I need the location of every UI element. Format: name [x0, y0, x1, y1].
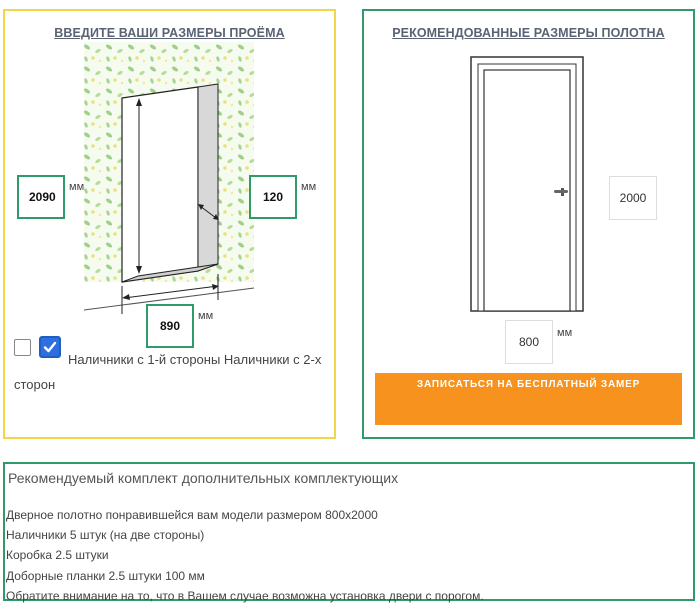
recommended-kit-list	[6, 505, 484, 603]
door-width-value: 800	[518, 335, 540, 349]
door-height-field[interactable]	[609, 176, 657, 220]
recommended-kit-title: Рекомендуемый комплект дополнительных комплектующих	[8, 470, 399, 486]
opening-depth-value: 120	[262, 190, 284, 204]
list-item: Дверное полотно понравившейся вам модели размером 800х2000	[6, 508, 378, 522]
list-item: Обратите внимание на то, что в Вашем случае возможна установка двери с порогом.	[6, 588, 484, 603]
door-width-unit: мм	[557, 327, 573, 339]
opening-width-input[interactable]	[146, 304, 194, 348]
opening-depth-input[interactable]	[249, 175, 297, 219]
opening-width-unit: мм	[198, 310, 214, 322]
opening-illustration	[82, 42, 258, 322]
casing-options-label: Наличники с 1-й стороны Наличники с 2-х сторон	[14, 352, 322, 392]
door-illustration	[470, 56, 584, 312]
list-item: Доборные планки 2.5 штуки 100 мм	[6, 568, 205, 583]
list-item: Коробка 2.5 штуки	[6, 548, 109, 563]
opening-width-value: 890	[159, 319, 181, 333]
recommended-size-title: РЕКОМЕНДОВАННЫЕ РАЗМЕРЫ ПОЛОТНА	[392, 26, 665, 40]
recommended-kit-panel	[3, 462, 695, 601]
list-item: Наличники 5 штук (на две стороны)	[6, 528, 205, 543]
opening-height-input[interactable]	[17, 175, 65, 219]
opening-height-value: 2090	[29, 190, 56, 204]
opening-size-title: ВВЕДИТЕ ВАШИ РАЗМЕРЫ ПРОЁМА	[54, 26, 285, 40]
opening-height-unit: мм	[69, 181, 85, 193]
door-width-field[interactable]	[505, 320, 553, 364]
door-height-value: 2000	[619, 191, 647, 205]
opening-depth-unit: мм	[301, 181, 317, 193]
book-measurement-button[interactable]: ЗАПИСАТЬСЯ НА БЕСПЛАТНЫЙ ЗАМЕР	[375, 373, 682, 425]
